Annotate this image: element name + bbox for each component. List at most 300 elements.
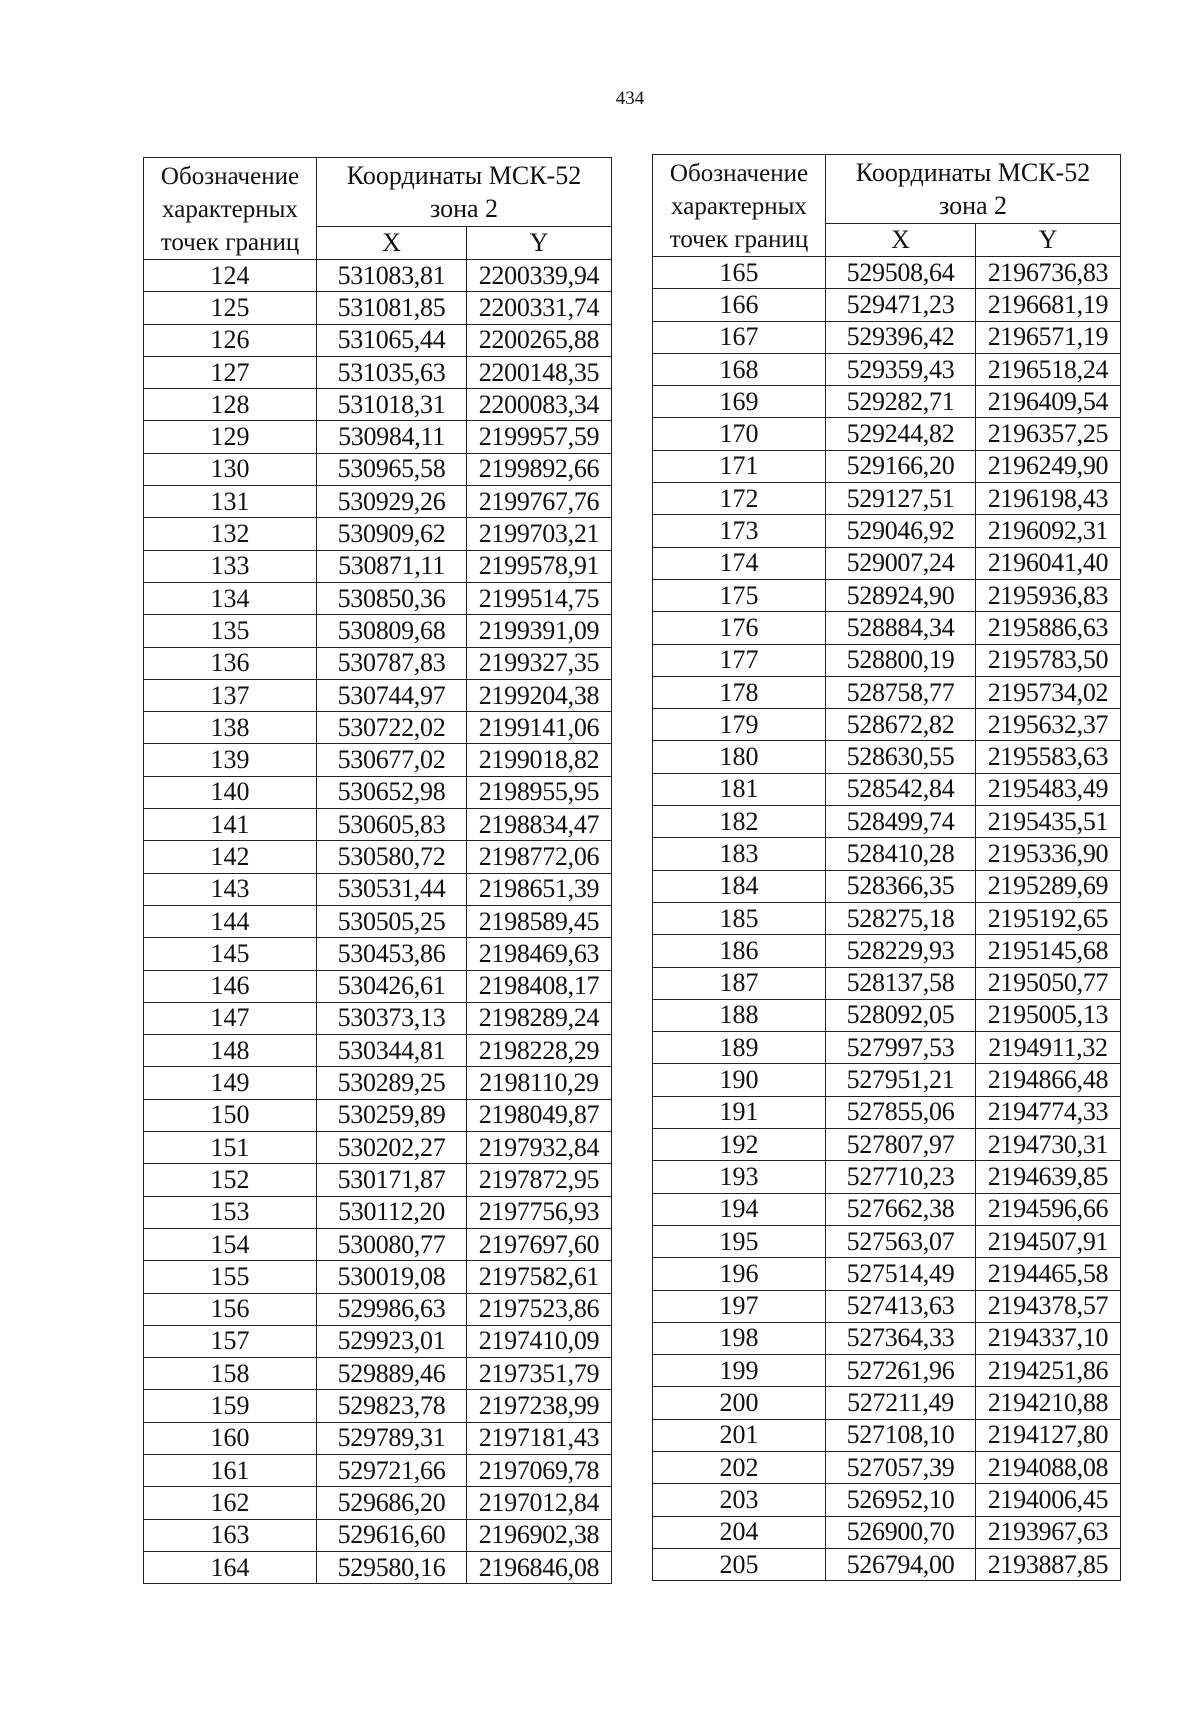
y-coordinate-cell: 2194507,91 <box>976 1225 1121 1257</box>
point-number-cell: 196 <box>653 1258 826 1290</box>
table-row <box>653 902 1121 934</box>
y-coordinate-cell: 2196409,54 <box>976 386 1121 418</box>
table-row <box>144 712 612 744</box>
header-label-line2: характерных <box>162 196 298 223</box>
header-label-line3: точек границ <box>160 229 300 256</box>
table-row <box>653 1516 1121 1548</box>
table-row <box>653 450 1121 482</box>
table-row <box>144 1035 612 1067</box>
point-number-cell: 143 <box>144 873 317 905</box>
point-number-cell: 135 <box>144 615 317 647</box>
x-coordinate-cell: 528092,05 <box>826 999 976 1031</box>
y-coordinate-cell: 2198589,45 <box>467 905 612 937</box>
table-row <box>144 1422 612 1454</box>
point-number-cell: 164 <box>144 1551 317 1583</box>
point-number-cell: 155 <box>144 1261 317 1293</box>
coordinates-table-right <box>652 154 1121 1581</box>
point-number-cell: 149 <box>144 1067 317 1099</box>
x-coordinate-cell: 529616,60 <box>317 1519 467 1551</box>
table-row <box>653 1161 1121 1193</box>
point-number-cell: 162 <box>144 1487 317 1519</box>
y-coordinate-cell: 2195145,68 <box>976 935 1121 967</box>
point-number-cell: 163 <box>144 1519 317 1551</box>
y-coordinate-cell: 2197582,61 <box>467 1261 612 1293</box>
table-row <box>653 612 1121 644</box>
y-coordinate-cell: 2198049,87 <box>467 1099 612 1131</box>
y-coordinate-cell: 2197697,60 <box>467 1228 612 1260</box>
x-coordinate-cell: 529244,82 <box>826 418 976 450</box>
y-coordinate-cell: 2199141,06 <box>467 712 612 744</box>
point-number-cell: 131 <box>144 486 317 518</box>
point-number-cell: 157 <box>144 1325 317 1357</box>
x-coordinate-cell: 529007,24 <box>826 547 976 579</box>
table-row <box>144 809 612 841</box>
table-row <box>653 870 1121 902</box>
y-coordinate-cell: 2195050,77 <box>976 967 1121 999</box>
table-row <box>653 1387 1121 1419</box>
x-coordinate-cell: 529686,20 <box>317 1487 467 1519</box>
point-number-cell: 178 <box>653 676 826 708</box>
y-coordinate-cell: 2200339,94 <box>467 260 612 292</box>
y-coordinate-cell: 2199514,75 <box>467 582 612 614</box>
x-coordinate-cell: 528410,28 <box>826 838 976 870</box>
y-coordinate-cell: 2195734,02 <box>976 676 1121 708</box>
y-coordinate-cell: 2196041,40 <box>976 547 1121 579</box>
table-row <box>144 1519 612 1551</box>
table-row <box>144 1293 612 1325</box>
x-coordinate-cell: 528630,55 <box>826 741 976 773</box>
x-coordinate-cell: 530453,86 <box>317 938 467 970</box>
table-row <box>653 1451 1121 1483</box>
x-coordinate-cell: 529396,42 <box>826 321 976 353</box>
table-row <box>144 486 612 518</box>
y-coordinate-cell: 2197069,78 <box>467 1454 612 1486</box>
y-coordinate-cell: 2195483,49 <box>976 773 1121 805</box>
x-coordinate-cell: 530722,02 <box>317 712 467 744</box>
table-row <box>653 773 1121 805</box>
header-coord-line1: Координаты МСК-52 <box>855 158 1091 187</box>
y-coordinate-cell: 2196198,43 <box>976 483 1121 515</box>
header-label-line1: Обозначение <box>669 160 809 187</box>
x-coordinate-cell: 528366,35 <box>826 870 976 902</box>
x-coordinate-cell: 530744,97 <box>317 679 467 711</box>
y-coordinate-cell: 2194006,45 <box>976 1484 1121 1516</box>
y-coordinate-cell: 2195336,90 <box>976 838 1121 870</box>
coordinates-table-left <box>143 157 612 1584</box>
x-coordinate-cell: 530019,08 <box>317 1261 467 1293</box>
x-coordinate-cell: 528758,77 <box>826 676 976 708</box>
table-row <box>653 289 1121 321</box>
x-coordinate-cell: 527261,96 <box>826 1355 976 1387</box>
point-number-cell: 170 <box>653 418 826 450</box>
x-coordinate-cell: 531018,31 <box>317 389 467 421</box>
y-coordinate-cell: 2198110,29 <box>467 1067 612 1099</box>
x-coordinate-cell: 529046,92 <box>826 515 976 547</box>
x-coordinate-cell: 527211,49 <box>826 1387 976 1419</box>
y-coordinate-cell: 2196681,19 <box>976 289 1121 321</box>
x-coordinate-cell: 529889,46 <box>317 1358 467 1390</box>
point-number-cell: 128 <box>144 389 317 421</box>
x-coordinate-cell: 529508,64 <box>826 257 976 289</box>
x-coordinate-cell: 526794,00 <box>826 1548 976 1580</box>
y-coordinate-cell: 2199892,66 <box>467 453 612 485</box>
y-coordinate-cell: 2197238,99 <box>467 1390 612 1422</box>
y-coordinate-cell: 2198469,63 <box>467 938 612 970</box>
point-number-cell: 132 <box>144 518 317 550</box>
y-coordinate-cell: 2195783,50 <box>976 644 1121 676</box>
y-coordinate-cell: 2196736,83 <box>976 257 1121 289</box>
x-coordinate-cell: 528884,34 <box>826 612 976 644</box>
point-number-cell: 174 <box>653 547 826 579</box>
y-coordinate-cell: 2198289,24 <box>467 1002 612 1034</box>
y-coordinate-cell: 2194730,31 <box>976 1129 1121 1161</box>
y-coordinate-cell: 2195583,63 <box>976 741 1121 773</box>
y-coordinate-cell: 2196846,08 <box>467 1551 612 1583</box>
x-coordinate-cell: 530373,13 <box>317 1002 467 1034</box>
x-coordinate-cell: 527855,06 <box>826 1096 976 1128</box>
y-coordinate-cell: 2200148,35 <box>467 356 612 388</box>
point-number-cell: 173 <box>653 515 826 547</box>
point-number-cell: 186 <box>653 935 826 967</box>
y-coordinate-cell: 2195005,13 <box>976 999 1121 1031</box>
x-coordinate-cell: 530909,62 <box>317 518 467 550</box>
x-coordinate-cell: 531083,81 <box>317 260 467 292</box>
point-number-cell: 126 <box>144 324 317 356</box>
point-number-cell: 191 <box>653 1096 826 1128</box>
x-coordinate-cell: 527563,07 <box>826 1225 976 1257</box>
x-coordinate-cell: 527997,53 <box>826 1032 976 1064</box>
x-coordinate-cell: 529580,16 <box>317 1551 467 1583</box>
y-coordinate-cell: 2200265,88 <box>467 324 612 356</box>
point-number-cell: 193 <box>653 1161 826 1193</box>
column-header-point-label <box>653 155 826 257</box>
table-row <box>653 967 1121 999</box>
point-number-cell: 134 <box>144 582 317 614</box>
y-coordinate-cell: 2197523,86 <box>467 1293 612 1325</box>
point-number-cell: 200 <box>653 1387 826 1419</box>
x-coordinate-cell: 529721,66 <box>317 1454 467 1486</box>
point-number-cell: 139 <box>144 744 317 776</box>
x-coordinate-cell: 530505,25 <box>317 905 467 937</box>
point-number-cell: 148 <box>144 1035 317 1067</box>
y-coordinate-cell: 2199204,38 <box>467 679 612 711</box>
x-coordinate-cell: 530850,36 <box>317 582 467 614</box>
table-row <box>144 1325 612 1357</box>
y-coordinate-cell: 2196249,90 <box>976 450 1121 482</box>
page-number: 434 <box>615 88 645 109</box>
x-coordinate-cell: 528275,18 <box>826 902 976 934</box>
x-coordinate-cell: 529986,63 <box>317 1293 467 1325</box>
header-coord-line1: Координаты МСК-52 <box>346 161 582 190</box>
x-coordinate-cell: 528672,82 <box>826 709 976 741</box>
table-row <box>144 1132 612 1164</box>
table-row <box>653 1064 1121 1096</box>
y-coordinate-cell: 2198228,29 <box>467 1035 612 1067</box>
point-number-cell: 145 <box>144 938 317 970</box>
point-number-cell: 167 <box>653 321 826 353</box>
table-row <box>653 386 1121 418</box>
y-coordinate-cell: 2198408,17 <box>467 970 612 1002</box>
x-coordinate-cell: 530259,89 <box>317 1099 467 1131</box>
table-row <box>653 644 1121 676</box>
point-number-cell: 180 <box>653 741 826 773</box>
y-coordinate-cell: 2196902,38 <box>467 1519 612 1551</box>
y-coordinate-cell: 2200083,34 <box>467 389 612 421</box>
header-coord-line2: зона 2 <box>429 194 499 223</box>
table-row <box>653 806 1121 838</box>
x-coordinate-cell: 530677,02 <box>317 744 467 776</box>
point-number-cell: 147 <box>144 1002 317 1034</box>
x-coordinate-cell: 528137,58 <box>826 967 976 999</box>
table-row <box>144 647 612 679</box>
y-coordinate-cell: 2194251,86 <box>976 1355 1121 1387</box>
point-number-cell: 141 <box>144 809 317 841</box>
point-number-cell: 129 <box>144 421 317 453</box>
y-coordinate-cell: 2195435,51 <box>976 806 1121 838</box>
x-coordinate-cell: 530984,11 <box>317 421 467 453</box>
table-row <box>144 938 612 970</box>
table-row <box>653 1322 1121 1354</box>
x-coordinate-cell: 530580,72 <box>317 841 467 873</box>
point-number-cell: 153 <box>144 1196 317 1228</box>
y-coordinate-cell: 2199327,35 <box>467 647 612 679</box>
header-label-line1: Обозначение <box>160 163 300 190</box>
table-row <box>144 873 612 905</box>
point-number-cell: 202 <box>653 1451 826 1483</box>
point-number-cell: 204 <box>653 1516 826 1548</box>
y-coordinate-cell: 2193887,85 <box>976 1548 1121 1580</box>
y-coordinate-cell: 2197181,43 <box>467 1422 612 1454</box>
x-coordinate-cell: 530080,77 <box>317 1228 467 1260</box>
x-coordinate-cell: 530112,20 <box>317 1196 467 1228</box>
y-coordinate-cell: 2194639,85 <box>976 1161 1121 1193</box>
x-coordinate-cell: 530871,11 <box>317 550 467 582</box>
point-number-cell: 158 <box>144 1358 317 1390</box>
point-number-cell: 127 <box>144 356 317 388</box>
table-row <box>144 1002 612 1034</box>
point-number-cell: 199 <box>653 1355 826 1387</box>
point-number-cell: 192 <box>653 1129 826 1161</box>
x-coordinate-cell: 528499,74 <box>826 806 976 838</box>
x-coordinate-cell: 526900,70 <box>826 1516 976 1548</box>
point-number-cell: 198 <box>653 1322 826 1354</box>
point-number-cell: 156 <box>144 1293 317 1325</box>
table-row <box>653 579 1121 611</box>
x-coordinate-cell: 529359,43 <box>826 353 976 385</box>
point-number-cell: 190 <box>653 1064 826 1096</box>
point-number-cell: 201 <box>653 1419 826 1451</box>
table-row <box>653 1419 1121 1451</box>
table-row <box>144 1390 612 1422</box>
y-coordinate-cell: 2197932,84 <box>467 1132 612 1164</box>
y-coordinate-cell: 2195936,83 <box>976 579 1121 611</box>
y-coordinate-cell: 2194866,48 <box>976 1064 1121 1096</box>
point-number-cell: 189 <box>653 1032 826 1064</box>
point-number-cell: 161 <box>144 1454 317 1486</box>
table-row <box>144 744 612 776</box>
point-number-cell: 168 <box>653 353 826 385</box>
x-coordinate-cell: 531035,63 <box>317 356 467 388</box>
header-label-line2: характерных <box>671 193 807 220</box>
point-number-cell: 194 <box>653 1193 826 1225</box>
y-coordinate-cell: 2195289,69 <box>976 870 1121 902</box>
point-number-cell: 203 <box>653 1484 826 1516</box>
table-row <box>653 257 1121 289</box>
y-coordinate-cell: 2197410,09 <box>467 1325 612 1357</box>
table-row <box>144 679 612 711</box>
table-row <box>653 999 1121 1031</box>
table-row <box>653 1548 1121 1580</box>
table-row <box>144 324 612 356</box>
x-coordinate-cell: 530171,87 <box>317 1164 467 1196</box>
x-coordinate-cell: 530652,98 <box>317 776 467 808</box>
y-coordinate-cell: 2199018,82 <box>467 744 612 776</box>
column-header-x: X <box>826 224 976 257</box>
x-coordinate-cell: 526952,10 <box>826 1484 976 1516</box>
table-row <box>653 709 1121 741</box>
x-coordinate-cell: 530531,44 <box>317 873 467 905</box>
x-coordinate-cell: 529127,51 <box>826 483 976 515</box>
table-row <box>144 421 612 453</box>
x-coordinate-cell: 527108,10 <box>826 1419 976 1451</box>
y-coordinate-cell: 2197756,93 <box>467 1196 612 1228</box>
column-header-y: Y <box>467 227 612 260</box>
column-header-coordinates <box>317 158 612 227</box>
x-coordinate-cell: 529471,23 <box>826 289 976 321</box>
x-coordinate-cell: 527807,97 <box>826 1129 976 1161</box>
table-row <box>144 292 612 324</box>
x-coordinate-cell: 528229,93 <box>826 935 976 967</box>
table-row <box>144 1551 612 1583</box>
point-number-cell: 136 <box>144 647 317 679</box>
x-coordinate-cell: 530202,27 <box>317 1132 467 1164</box>
point-number-cell: 154 <box>144 1228 317 1260</box>
table-row <box>144 905 612 937</box>
point-number-cell: 179 <box>653 709 826 741</box>
table-row <box>653 1032 1121 1064</box>
x-coordinate-cell: 528542,84 <box>826 773 976 805</box>
point-number-cell: 140 <box>144 776 317 808</box>
table-row <box>653 676 1121 708</box>
y-coordinate-cell: 2198834,47 <box>467 809 612 841</box>
x-coordinate-cell: 527413,63 <box>826 1290 976 1322</box>
y-coordinate-cell: 2194127,80 <box>976 1419 1121 1451</box>
x-coordinate-cell: 529789,31 <box>317 1422 467 1454</box>
x-coordinate-cell: 530809,68 <box>317 615 467 647</box>
y-coordinate-cell: 2194378,57 <box>976 1290 1121 1322</box>
y-coordinate-cell: 2197351,79 <box>467 1358 612 1390</box>
table-row <box>653 483 1121 515</box>
x-coordinate-cell: 529923,01 <box>317 1325 467 1357</box>
table-row <box>653 1096 1121 1128</box>
x-coordinate-cell: 527662,38 <box>826 1193 976 1225</box>
x-coordinate-cell: 529282,71 <box>826 386 976 418</box>
point-number-cell: 159 <box>144 1390 317 1422</box>
table-row <box>653 547 1121 579</box>
table-row <box>653 1225 1121 1257</box>
table-row <box>144 841 612 873</box>
point-number-cell: 205 <box>653 1548 826 1580</box>
y-coordinate-cell: 2194911,32 <box>976 1032 1121 1064</box>
y-coordinate-cell: 2194774,33 <box>976 1096 1121 1128</box>
table-row <box>653 1484 1121 1516</box>
column-header-point-label <box>144 158 317 260</box>
x-coordinate-cell: 529823,78 <box>317 1390 467 1422</box>
table-row <box>653 838 1121 870</box>
point-number-cell: 133 <box>144 550 317 582</box>
y-coordinate-cell: 2198651,39 <box>467 873 612 905</box>
point-number-cell: 188 <box>653 999 826 1031</box>
point-number-cell: 137 <box>144 679 317 711</box>
point-number-cell: 152 <box>144 1164 317 1196</box>
point-number-cell: 197 <box>653 1290 826 1322</box>
y-coordinate-cell: 2198955,95 <box>467 776 612 808</box>
table-row <box>653 353 1121 385</box>
x-coordinate-cell: 528924,90 <box>826 579 976 611</box>
point-number-cell: 169 <box>653 386 826 418</box>
point-number-cell: 125 <box>144 292 317 324</box>
x-coordinate-cell: 527710,23 <box>826 1161 976 1193</box>
point-number-cell: 166 <box>653 289 826 321</box>
y-coordinate-cell: 2194596,66 <box>976 1193 1121 1225</box>
x-coordinate-cell: 531081,85 <box>317 292 467 324</box>
x-coordinate-cell: 530965,58 <box>317 453 467 485</box>
column-header-coordinates <box>826 155 1121 224</box>
point-number-cell: 185 <box>653 902 826 934</box>
point-number-cell: 146 <box>144 970 317 1002</box>
x-coordinate-cell: 530787,83 <box>317 647 467 679</box>
y-coordinate-cell: 2194088,08 <box>976 1451 1121 1483</box>
x-coordinate-cell: 530426,61 <box>317 970 467 1002</box>
y-coordinate-cell: 2194210,88 <box>976 1387 1121 1419</box>
y-coordinate-cell: 2199767,76 <box>467 486 612 518</box>
point-number-cell: 184 <box>653 870 826 902</box>
column-header-y: Y <box>976 224 1121 257</box>
table-row <box>653 1129 1121 1161</box>
table-row <box>144 1454 612 1486</box>
y-coordinate-cell: 2196357,25 <box>976 418 1121 450</box>
y-coordinate-cell: 2199957,59 <box>467 421 612 453</box>
table-row <box>144 776 612 808</box>
y-coordinate-cell: 2200331,74 <box>467 292 612 324</box>
table-row <box>144 1164 612 1196</box>
x-coordinate-cell: 529166,20 <box>826 450 976 482</box>
x-coordinate-cell: 531065,44 <box>317 324 467 356</box>
point-number-cell: 150 <box>144 1099 317 1131</box>
table-row <box>144 389 612 421</box>
y-coordinate-cell: 2198772,06 <box>467 841 612 873</box>
y-coordinate-cell: 2193967,63 <box>976 1516 1121 1548</box>
x-coordinate-cell: 530929,26 <box>317 486 467 518</box>
header-label-line3: точек границ <box>669 226 809 253</box>
point-number-cell: 151 <box>144 1132 317 1164</box>
table-row <box>144 550 612 582</box>
point-number-cell: 124 <box>144 260 317 292</box>
table-row <box>144 1358 612 1390</box>
point-number-cell: 171 <box>653 450 826 482</box>
header-coord-line2: зона 2 <box>938 191 1008 220</box>
x-coordinate-cell: 527057,39 <box>826 1451 976 1483</box>
y-coordinate-cell: 2195886,63 <box>976 612 1121 644</box>
y-coordinate-cell: 2199578,91 <box>467 550 612 582</box>
y-coordinate-cell: 2195632,37 <box>976 709 1121 741</box>
point-number-cell: 177 <box>653 644 826 676</box>
table-row <box>144 970 612 1002</box>
point-number-cell: 144 <box>144 905 317 937</box>
table-row <box>144 518 612 550</box>
y-coordinate-cell: 2196571,19 <box>976 321 1121 353</box>
y-coordinate-cell: 2194465,58 <box>976 1258 1121 1290</box>
